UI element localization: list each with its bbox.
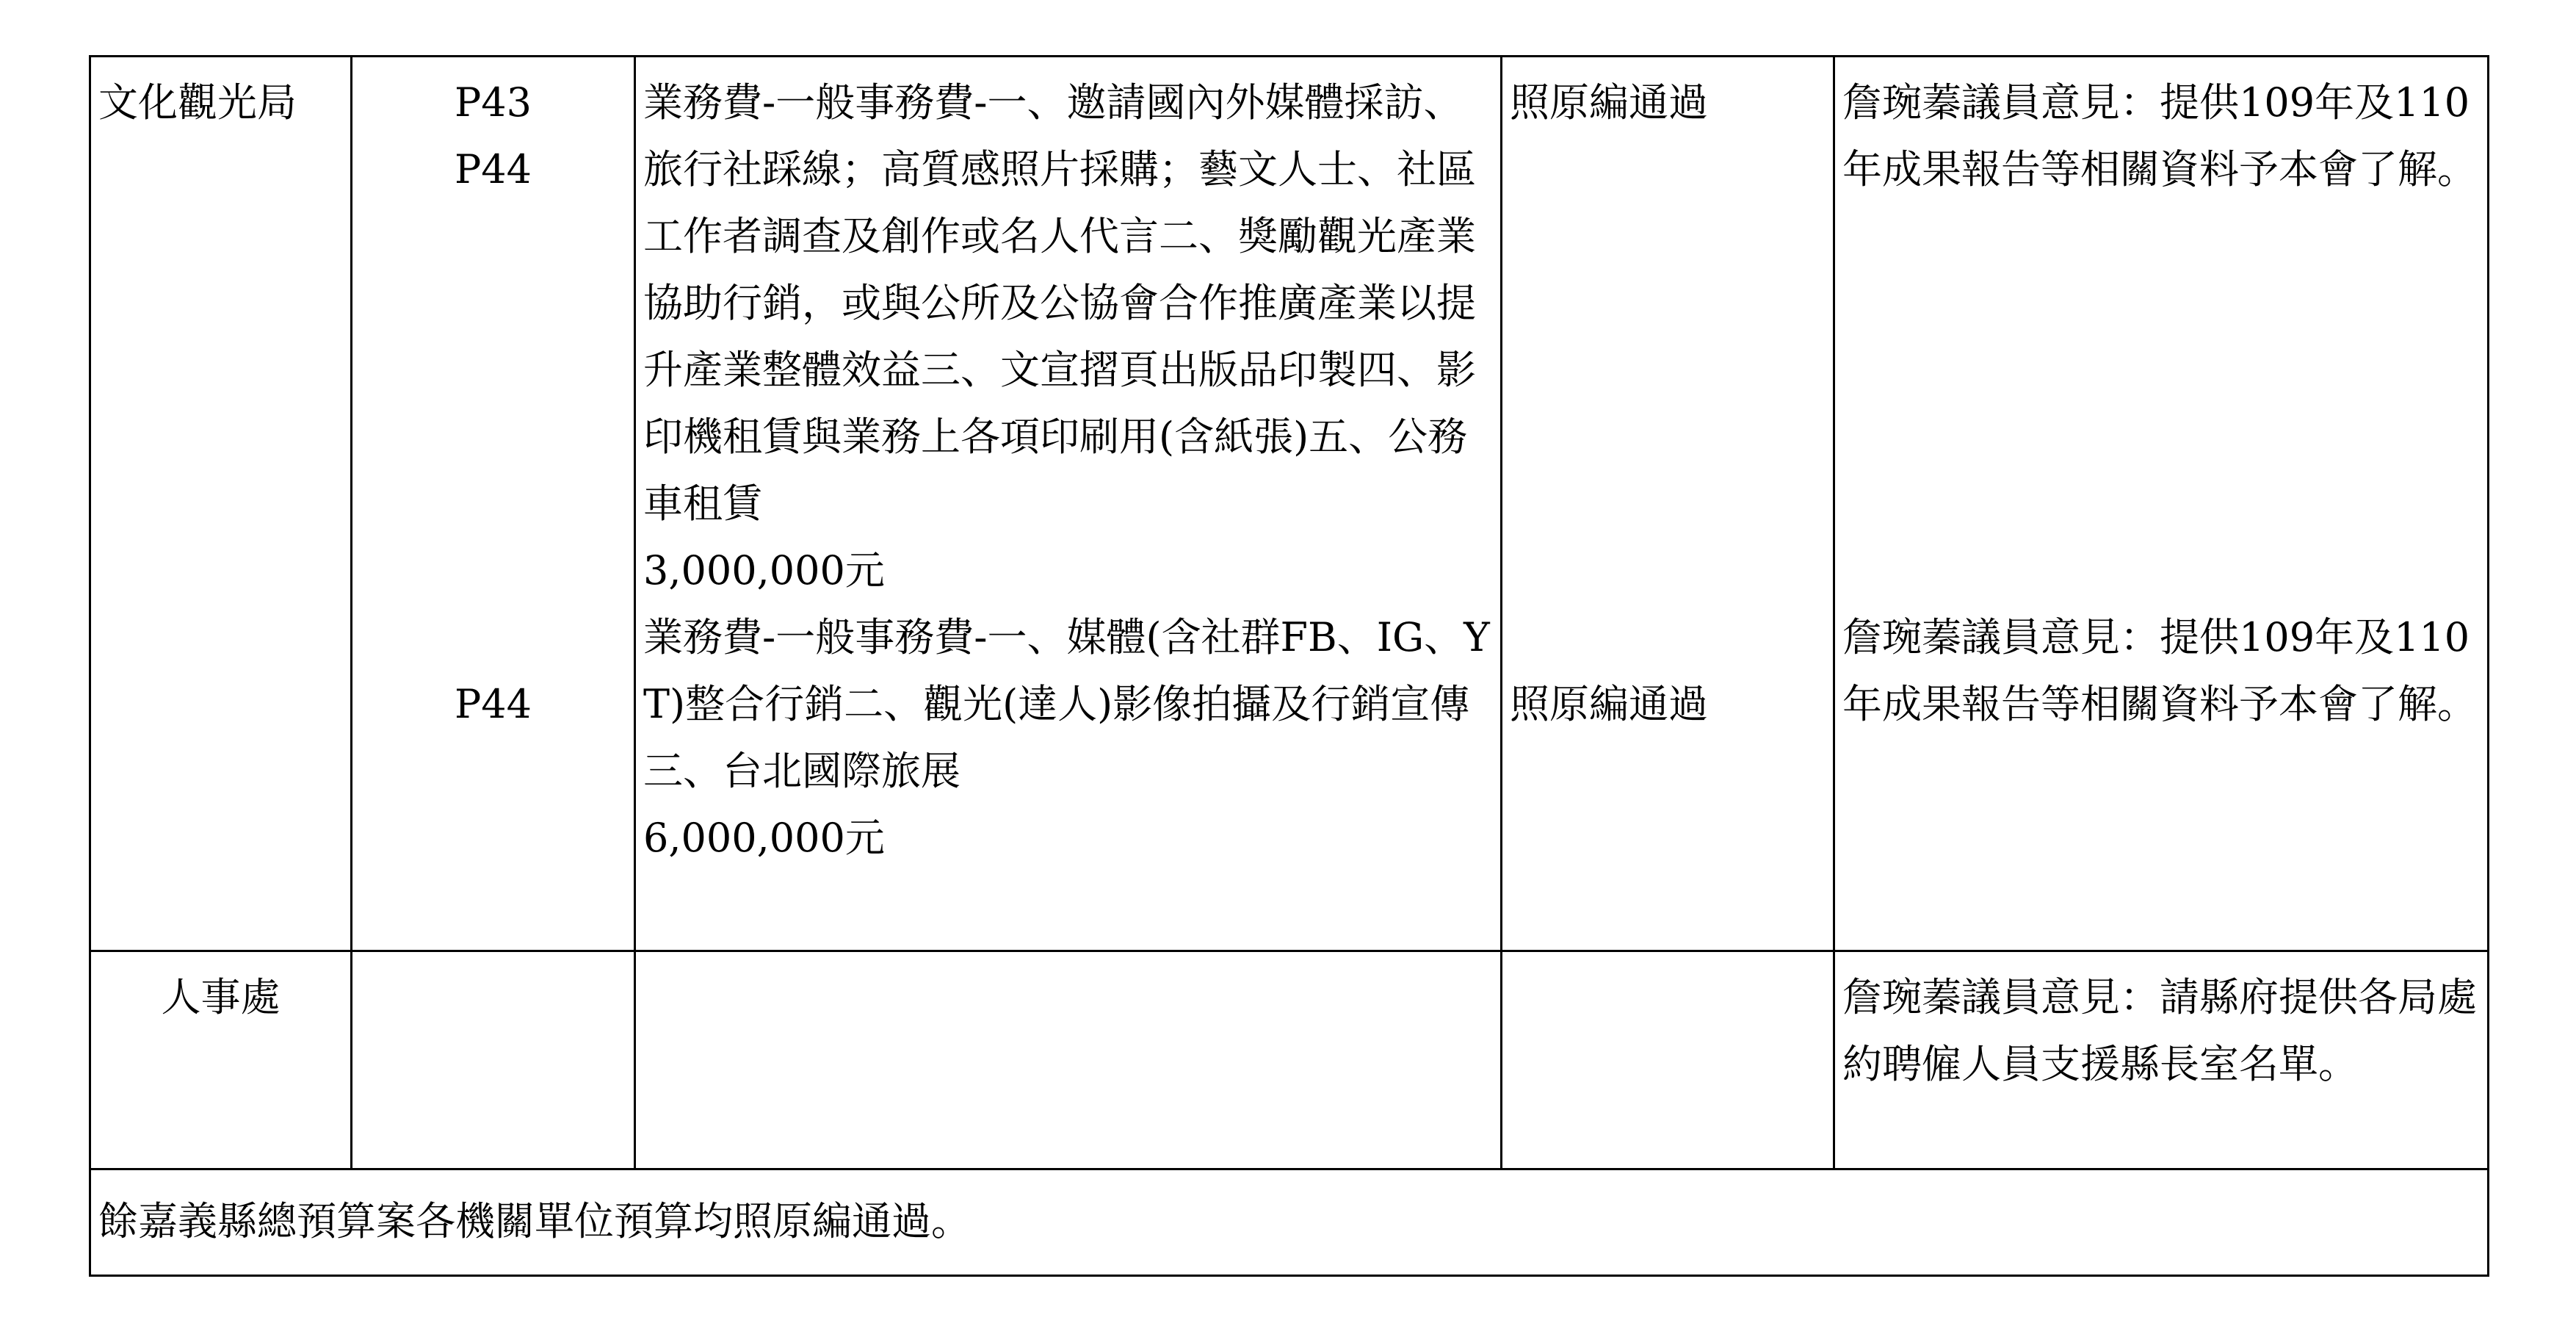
department-cell (90, 57, 352, 951)
opinion-cell (1834, 951, 2489, 1169)
councilor-opinion: 詹琬蓁議員意見：請縣府提供各局處約聘僱人員支援縣長室名單。 (1842, 974, 2477, 1087)
table-row (90, 951, 2489, 1169)
opinion-cell (1834, 57, 2489, 951)
review-result: 照原編通過 (1510, 681, 1708, 727)
item-amount: 3,000,000元 (643, 547, 885, 594)
page-cell (352, 57, 635, 951)
page-cell (352, 951, 635, 1169)
budget-review-table (89, 55, 2489, 1277)
item-description: 業務費-一般事務費-一、媒體(含社群FB、IG、YT)整合行銷二、觀光(達人)影像拍攝及行銷宣傳三、台北國際旅展 (643, 614, 1490, 794)
summary-text: 餘嘉義縣總預算案各機關單位預算均照原編通過。 (98, 1198, 971, 1244)
item-amount: 6,000,000元 (643, 815, 885, 861)
table-row (90, 1169, 2489, 1276)
councilor-opinion: 詹琬蓁議員意見：提供109年及110年成果報告等相關資料予本會了解。 (1842, 79, 2477, 192)
table-row (90, 57, 2489, 951)
item-cell (635, 57, 1502, 951)
councilor-opinion: 詹琬蓁議員意見：提供109年及110年成果報告等相關資料予本會了解。 (1842, 614, 2477, 727)
result-cell (1502, 57, 1834, 951)
page-ref: P44 (454, 681, 532, 727)
page-ref: P44 (454, 146, 532, 192)
department-name: 文化觀光局 (98, 79, 297, 126)
department-name: 人事處 (161, 974, 281, 1020)
result-cell (1502, 951, 1834, 1169)
page-ref: P43 (454, 79, 532, 126)
item-cell (635, 951, 1502, 1169)
department-cell (90, 951, 352, 1169)
summary-cell (90, 1169, 2489, 1276)
item-description: 業務費-一般事務費-一、邀請國內外媒體採訪、旅行社踩線；高質感照片採購；藝文人士、社區工作者調查及創作或名人代言二、獎勵觀光產業協助行銷，或與公所及公協會合作推廣產業以提升產業整體效益三、文宣摺頁出版品印製四、影印機租賃與業務上各項印刷用(含紙張)五、公務車租賃 (643, 79, 1476, 527)
review-result: 照原編通過 (1510, 79, 1708, 126)
